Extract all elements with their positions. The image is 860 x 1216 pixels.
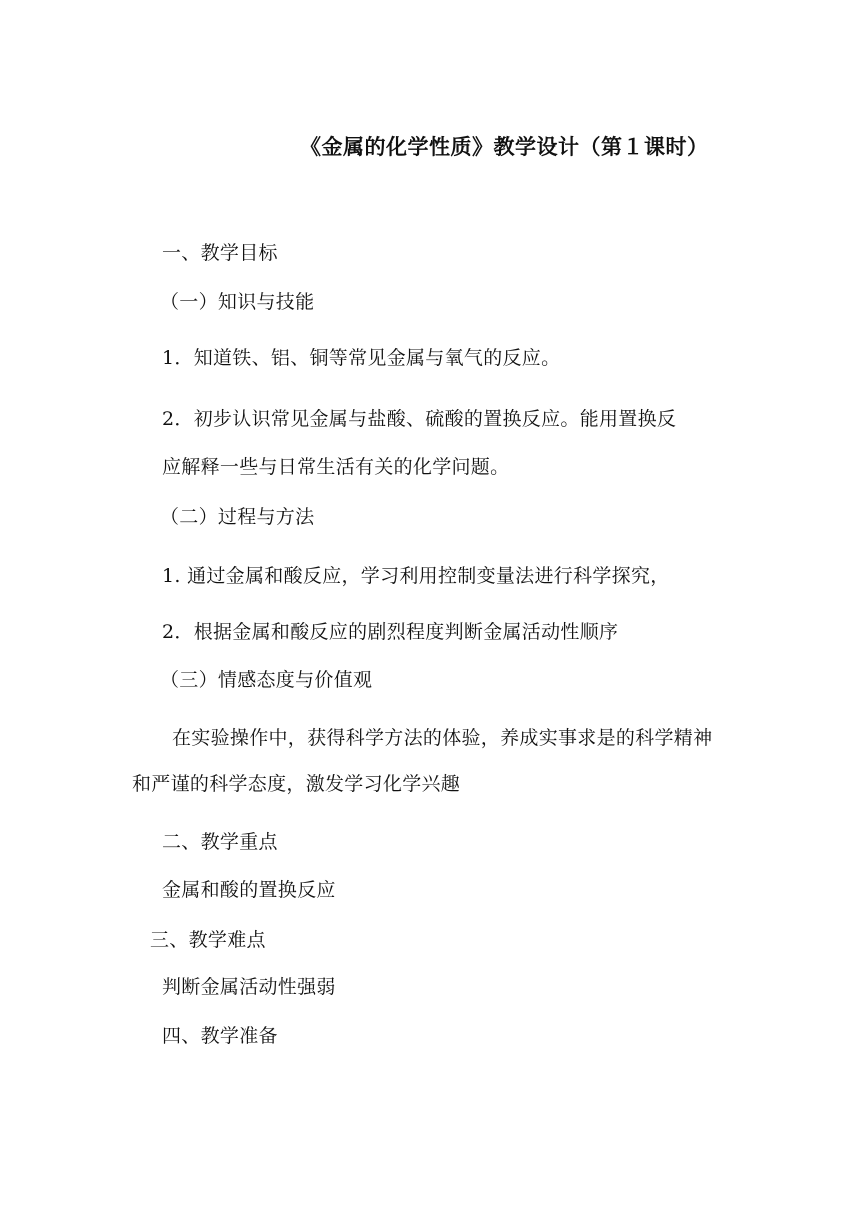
heading-teaching-focus: 二、教学重点 bbox=[162, 831, 278, 853]
teaching-focus-content: 金属和酸的置换反应 bbox=[162, 879, 336, 901]
objective-item-2: 2．初步认识常见金属与盐酸、硫酸的置换反应。能用置换反 bbox=[162, 408, 677, 430]
document-title: 《金属的化学性质》教学设计（第１课时） bbox=[300, 134, 709, 159]
objective-item-1: 1．知道铁、铝、铜等常见金属与氧气的反应。 bbox=[162, 347, 561, 369]
process-item-2: 2．根据金属和酸反应的剧烈程度判断金属活动性顺序 bbox=[162, 621, 619, 643]
values-paragraph-line-1: 在实验操作中，获得科学方法的体验，养成实事求是的科学精神 bbox=[172, 727, 713, 749]
process-item-1: 1. 通过金属和酸反应，学习利用控制变量法进行科学探究， bbox=[162, 565, 670, 587]
subheading-knowledge-skills: （一）知识与技能 bbox=[160, 291, 315, 313]
heading-teaching-objectives: 一、教学目标 bbox=[162, 242, 278, 264]
subheading-process-methods: （二）过程与方法 bbox=[160, 506, 315, 528]
subheading-emotion-values: （三）情感态度与价值观 bbox=[160, 669, 373, 691]
values-paragraph-line-2: 和严谨的科学态度，激发学习化学兴趣 bbox=[132, 773, 461, 795]
heading-teaching-preparation: 四、教学准备 bbox=[162, 1025, 278, 1047]
teaching-difficulty-content: 判断金属活动性强弱 bbox=[162, 976, 336, 998]
objective-item-2-continued: 应解释一些与日常生活有关的化学问题。 bbox=[162, 456, 510, 478]
heading-teaching-difficulty: 三、教学难点 bbox=[150, 929, 266, 951]
